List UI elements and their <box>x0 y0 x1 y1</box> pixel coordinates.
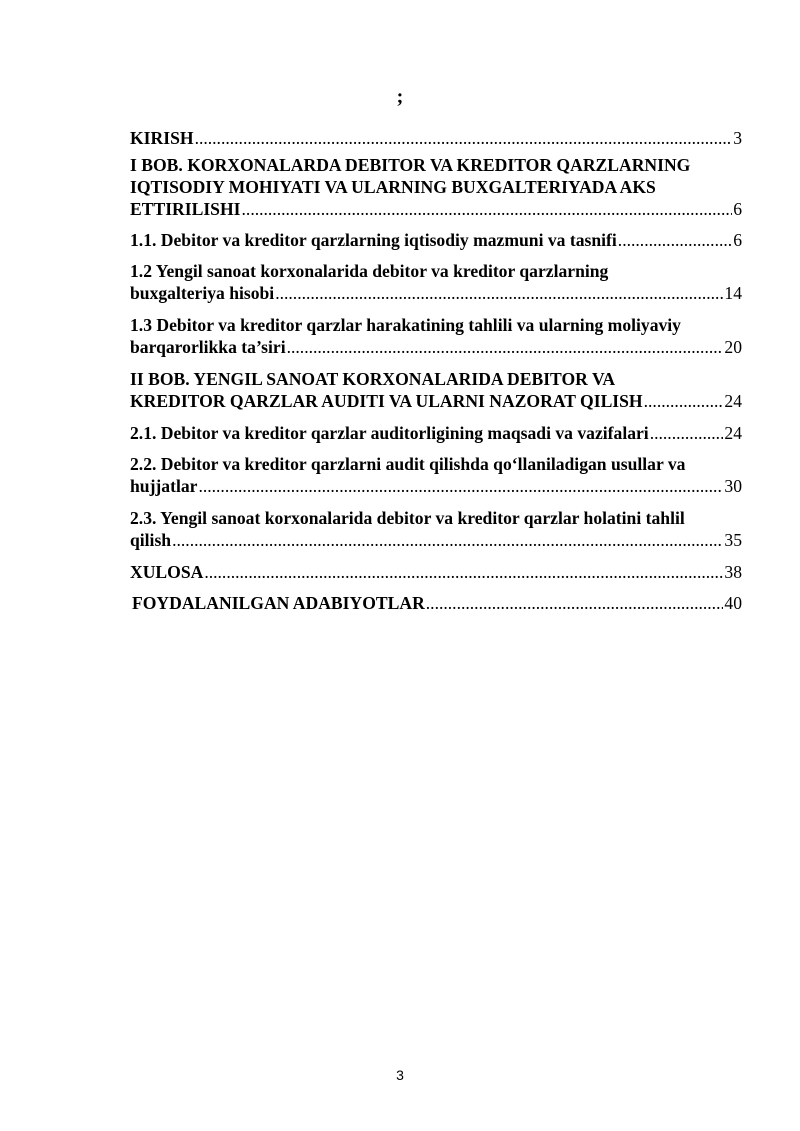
dot-leader <box>195 127 733 149</box>
toc-page-number: 35 <box>724 530 742 550</box>
toc-entry-line <box>130 336 742 358</box>
toc-entry-line <box>130 561 742 583</box>
toc-page-number: 38 <box>724 562 742 582</box>
toc-entry-chapter-1[interactable] <box>130 154 742 220</box>
toc-entry-title-end: qilish <box>130 530 172 550</box>
toc-entry-title-start: 1.2 Yengil sanoat korxonalarida debitor va kreditor qarzlarning <box>130 261 609 281</box>
toc-entry-title: FOYDALANILGAN ADABIYOTLAR <box>132 593 425 613</box>
toc-entry-2-1[interactable] <box>130 422 742 444</box>
table-of-contents <box>130 127 742 614</box>
toc-entry-title-end: ETTIRILISHI <box>130 199 241 219</box>
toc-page-number: 20 <box>724 337 742 357</box>
toc-page-number: 14 <box>724 283 742 303</box>
toc-entry-references[interactable] <box>130 592 742 614</box>
toc-entry-title-start: II BOB. YENGIL SANOAT KORXONALARIDA DEBITOR VA <box>130 369 616 389</box>
toc-page-number: 30 <box>724 476 742 496</box>
toc-entry-title-start: 2.2. Debitor va kreditor qarzlarni audit qilishda qo‘llaniladigan usullar va <box>130 454 686 474</box>
toc-entry-2-3[interactable] <box>130 507 742 551</box>
toc-entry-line <box>130 127 742 149</box>
toc-entry-1-2[interactable] <box>130 260 742 304</box>
dot-leader <box>172 529 723 551</box>
dot-leader <box>650 422 724 444</box>
toc-entry-chapter-2[interactable] <box>130 368 742 412</box>
dot-leader <box>426 592 724 614</box>
dot-leader <box>618 229 732 251</box>
toc-entry-title-end: barqarorlikka ta’siri <box>130 337 286 357</box>
toc-page-number: 40 <box>724 593 742 613</box>
toc-page-number: 6 <box>733 230 742 250</box>
dot-leader <box>204 561 723 583</box>
toc-entry-title: KIRISH <box>130 128 194 148</box>
dot-leader <box>287 336 724 358</box>
toc-entry-1-3[interactable] <box>130 314 742 358</box>
toc-entry-2-2[interactable] <box>130 453 742 497</box>
toc-entry-line <box>130 198 742 220</box>
toc-entry-line <box>130 229 742 251</box>
toc-entry-line <box>130 475 742 497</box>
toc-entry-title-start: 2.3. Yengil sanoat korxonalarida debitor va kreditor qarzlar holatini tahlil <box>130 508 685 528</box>
header-mark: ; <box>396 86 404 108</box>
toc-entry-title: XULOSA <box>130 562 204 582</box>
toc-entry-title-end: hujjatlar <box>130 476 198 496</box>
toc-entry-line <box>130 282 742 304</box>
toc-page-number: 3 <box>733 128 742 148</box>
toc-entry-title-end: KREDITOR QARZLAR AUDITI VA ULARNI NAZORAT QILISH <box>130 391 643 411</box>
page-number-footer: 3 <box>396 1067 404 1083</box>
toc-entry-title-start: I BOB. KORXONALARDA DEBITOR VA KREDITOR QARZLARNING IQTISODIY MOHIYATI VA ULARNING BUXGALTERIYADA AKS <box>130 155 691 197</box>
toc-page-number: 6 <box>733 199 742 219</box>
dot-leader <box>242 198 733 220</box>
toc-entry-title: 1.1. Debitor va kreditor qarzlarning iqtisodiy mazmuni va tasnifi <box>130 230 617 250</box>
toc-entry-line <box>132 592 742 614</box>
dot-leader <box>198 475 723 497</box>
toc-entry-line <box>130 529 742 551</box>
toc-entry-xulosa[interactable] <box>130 561 742 583</box>
toc-entry-line <box>130 422 742 444</box>
toc-page-number: 24 <box>724 391 742 411</box>
toc-entry-title-end: buxgalteriya hisobi <box>130 283 275 303</box>
toc-entry-title-start: 1.3 Debitor va kreditor qarzlar harakatining tahlili va ularning moliyaviy <box>130 315 681 335</box>
dot-leader <box>275 282 723 304</box>
toc-entry-line <box>130 390 742 412</box>
dot-leader <box>644 390 724 412</box>
toc-page-number: 24 <box>724 423 742 443</box>
toc-entry-kirish[interactable] <box>130 127 742 149</box>
toc-entry-title: 2.1. Debitor va kreditor qarzlar auditorligining maqsadi va vazifalari <box>130 423 649 443</box>
toc-entry-1-1[interactable] <box>130 229 742 251</box>
